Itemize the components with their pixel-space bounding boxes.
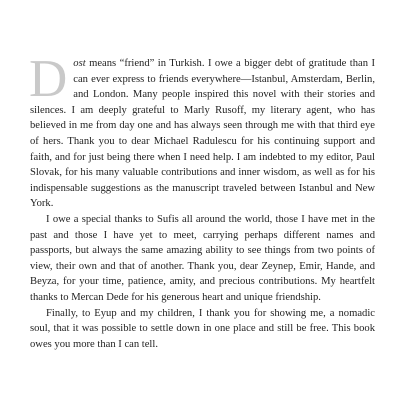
first-paragraph-body: means “friend” in Turkish. I owe a bigger debt of gratitude than I can ever express to friends everywhere—Istanbul, Amsterdam, Berlin, and London. Many people inspired this novel with their stories and silences. I am deeply grateful to Marly Rusoff, my literary agent, who has believed in me from day one and has always seen through me with that third eye of hers. Thank you to dear Michael Radulescu for his continuing support and faith, and for just being there when I need help. I am indebted to my editor, Paul Slovak, for his many valuable contributions and inner wisdom, as well as for his indispensable suggestions as the manuscript traveled between Istanbul and New York.: [30, 58, 375, 210]
second-paragraph-body: I owe a special thanks to Sufis all around the world, those I have met in the past and those I have yet to meet, carrying perhaps different names and passports, but always the same amazing ability to see things from two points of view, their own and that of another. Thank you, dear Zeynep, Emir, Hande, and Beyza, for your time, patience, amity, and precious contributions. My heartfelt thanks to Mercan Dede for his generous heart and unique friendship.: [30, 213, 375, 303]
lead-italic-word: ost: [73, 58, 86, 69]
acknowledgments-text: [29, 50, 375, 352]
paragraph-third: [30, 306, 375, 353]
paragraph-second: [30, 212, 375, 306]
paragraph-first: [29, 50, 375, 212]
third-paragraph-body: Finally, to Eyup and my children, I thank you for showing me, a nomadic soul, that it was possible to settle down in one place and still be free. This book owes you more than I can tell.: [30, 307, 375, 350]
drop-cap-letter: D: [29, 50, 68, 108]
